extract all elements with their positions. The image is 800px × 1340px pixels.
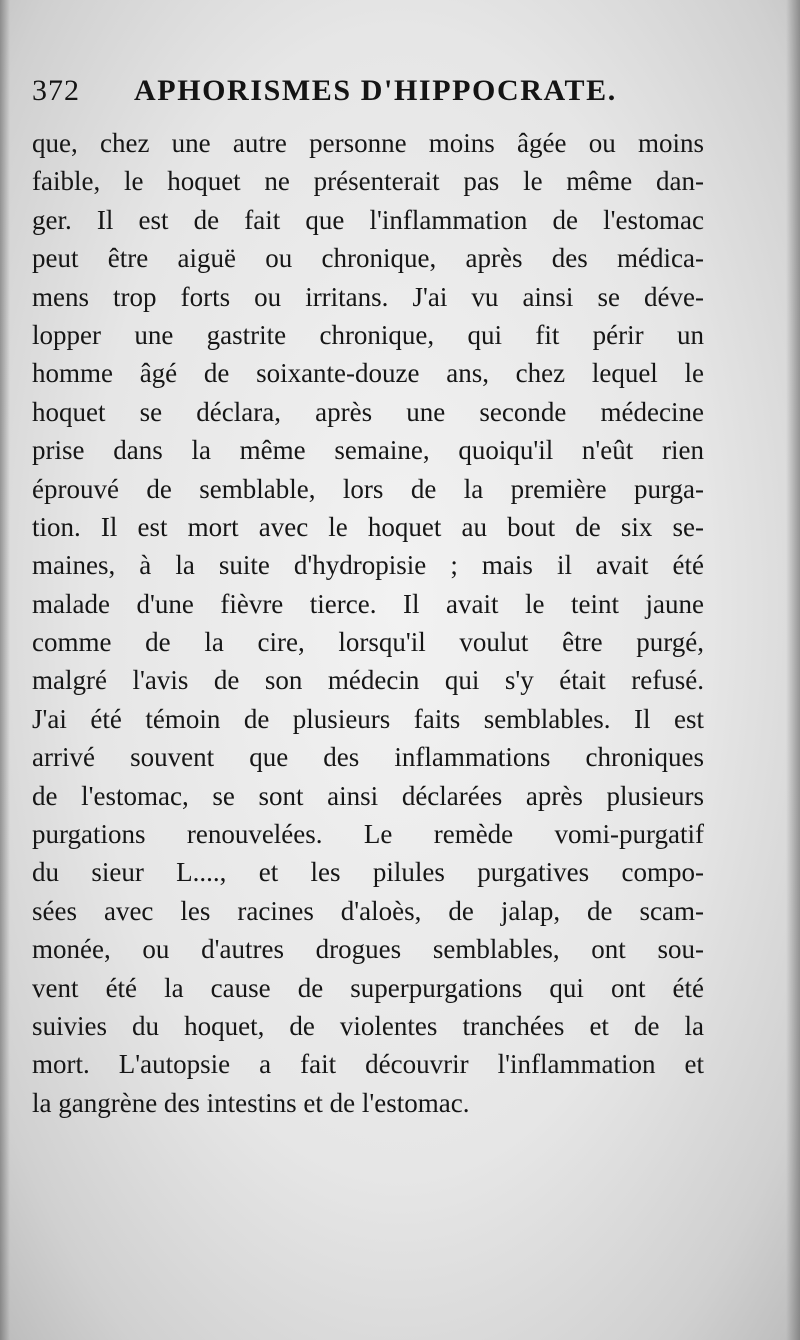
text-line: sées avec les racines d'aloès, de jalap, de scam- (32, 895, 704, 926)
text-line: éprouvé de semblable, lors de la première purga- (32, 473, 704, 504)
text-line: du sieur L...., et les pilules purgatives compo- (32, 857, 704, 888)
text-line: prise dans la même semaine, quoiqu'il n'eût rien (32, 435, 704, 466)
text-line: maines, à la suite d'hydropisie ; mais il avait été (32, 550, 704, 581)
text-line: lopper une gastrite chronique, qui fit périr un (32, 319, 704, 350)
text-line: suivies du hoquet, de violentes tranchées et de la (32, 1010, 704, 1041)
text-line: malgré l'avis de son médecin qui s'y était refusé. (32, 665, 704, 696)
page-left-shadow (0, 0, 10, 1340)
text-line: arrivé souvent que des inflammations chroniques (32, 742, 704, 773)
text-line: homme âgé de soixante-douze ans, chez lequel le (32, 358, 704, 389)
page-right-shadow (786, 0, 800, 1340)
page-number: 372 (32, 74, 80, 107)
text-line: la gangrène des intestins et de l'estomac. (32, 1087, 470, 1118)
text-line: tion. Il est mort avec le hoquet au bout de six se- (32, 511, 704, 542)
running-title: APHORISMES D'HIPPOCRATE. (134, 74, 617, 107)
text-line: malade d'une fièvre tierce. Il avait le teint jaune (32, 588, 704, 619)
text-line: hoquet se déclara, après une seconde médecine (32, 396, 704, 427)
text-line: mens trop forts ou irritans. J'ai vu ainsi se déve- (32, 281, 704, 312)
text-line: peut être aiguë ou chronique, après des médica- (32, 243, 704, 274)
body-text (32, 124, 704, 1122)
text-line: de l'estomac, se sont ainsi déclarées après plusieurs (32, 780, 704, 811)
text-line: mort. L'autopsie a fait découvrir l'inflammation et (32, 1049, 704, 1080)
text-line: vent été la cause de superpurgations qui ont été (32, 972, 704, 1003)
text-line: monée, ou d'autres drogues semblables, ont sou- (32, 934, 704, 965)
text-line: que, chez une autre personne moins âgée ou moins (32, 128, 704, 158)
text-line: J'ai été témoin de plusieurs faits semblables. Il est (32, 703, 704, 734)
text-line: comme de la cire, lorsqu'il voulut être purgé, (32, 627, 704, 658)
text-line: purgations renouvelées. Le remède vomi-purgatif (32, 819, 704, 850)
text-line: ger. Il est de fait que l'inflammation de l'estomac (32, 204, 704, 235)
page-header (32, 74, 732, 118)
text-line: faible, le hoquet ne présenterait pas le même dan- (32, 166, 704, 197)
